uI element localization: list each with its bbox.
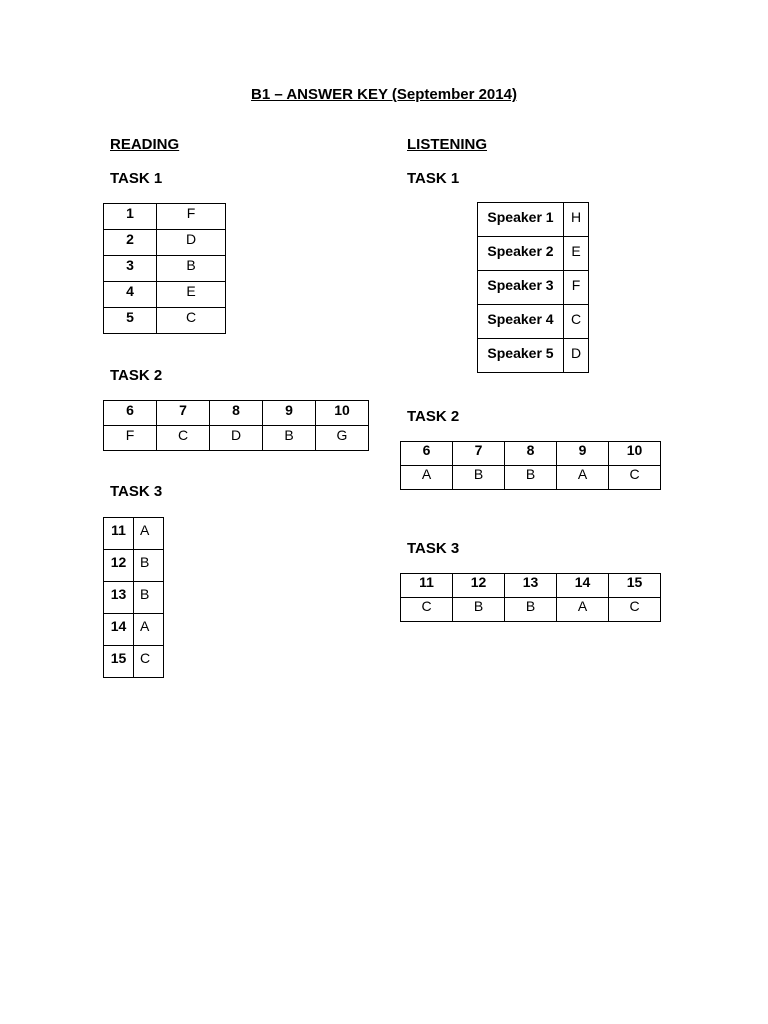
answer-cell: B bbox=[505, 466, 557, 490]
reading-heading: READING bbox=[110, 136, 180, 153]
listening-task1-label: TASK 1 bbox=[407, 170, 460, 187]
answer-cell: D bbox=[210, 426, 263, 451]
speaker-label: Speaker 5 bbox=[478, 339, 564, 373]
reading-task1-label: TASK 1 bbox=[110, 170, 163, 187]
answer-cell: C bbox=[134, 646, 164, 678]
reading-task3-table bbox=[103, 517, 164, 678]
table-row bbox=[478, 237, 589, 271]
answer-cell: D bbox=[564, 339, 589, 373]
answer-cell: C bbox=[564, 305, 589, 339]
reading-task2-table bbox=[103, 400, 369, 451]
answer-cell: E bbox=[157, 282, 226, 308]
table-row bbox=[478, 305, 589, 339]
question-number: 3 bbox=[104, 256, 157, 282]
table-row bbox=[104, 230, 226, 256]
answer-cell: A bbox=[134, 614, 164, 646]
question-number: 7 bbox=[453, 442, 505, 466]
answer-cell: B bbox=[453, 598, 505, 622]
question-number: 2 bbox=[104, 230, 157, 256]
speaker-label: Speaker 1 bbox=[478, 203, 564, 237]
answer-cell: D bbox=[157, 230, 226, 256]
answer-cell: H bbox=[564, 203, 589, 237]
table-row bbox=[104, 401, 369, 426]
answer-cell: A bbox=[401, 466, 453, 490]
question-number: 9 bbox=[557, 442, 609, 466]
question-number: 7 bbox=[157, 401, 210, 426]
answer-cell: A bbox=[557, 598, 609, 622]
question-number: 10 bbox=[609, 442, 661, 466]
answer-cell: C bbox=[609, 598, 661, 622]
table-row bbox=[104, 426, 369, 451]
question-number: 11 bbox=[104, 518, 134, 550]
listening-task1-table bbox=[477, 202, 589, 373]
table-row bbox=[104, 204, 226, 230]
question-number: 14 bbox=[104, 614, 134, 646]
listening-task2-table bbox=[400, 441, 661, 490]
question-number: 13 bbox=[104, 582, 134, 614]
answer-cell: B bbox=[157, 256, 226, 282]
table-row bbox=[104, 518, 164, 550]
question-number: 13 bbox=[505, 574, 557, 598]
question-number: 15 bbox=[104, 646, 134, 678]
question-number: 12 bbox=[453, 574, 505, 598]
table-row bbox=[104, 646, 164, 678]
answer-cell: F bbox=[104, 426, 157, 451]
question-number: 4 bbox=[104, 282, 157, 308]
answer-cell: C bbox=[609, 466, 661, 490]
question-number: 6 bbox=[104, 401, 157, 426]
question-number: 10 bbox=[316, 401, 369, 426]
answer-cell: C bbox=[157, 308, 226, 334]
answer-cell: A bbox=[134, 518, 164, 550]
table-row bbox=[104, 582, 164, 614]
listening-task2-label: TASK 2 bbox=[407, 408, 460, 425]
table-row bbox=[478, 339, 589, 373]
answer-cell: G bbox=[316, 426, 369, 451]
table-row bbox=[401, 598, 661, 622]
answer-cell: B bbox=[134, 582, 164, 614]
table-row bbox=[478, 203, 589, 237]
table-row bbox=[104, 308, 226, 334]
reading-task3-label: TASK 3 bbox=[110, 483, 163, 500]
listening-task3-label: TASK 3 bbox=[407, 540, 460, 557]
listening-task3-table bbox=[400, 573, 661, 622]
question-number: 8 bbox=[210, 401, 263, 426]
table-row bbox=[104, 550, 164, 582]
question-number: 5 bbox=[104, 308, 157, 334]
table-row bbox=[104, 282, 226, 308]
question-number: 6 bbox=[401, 442, 453, 466]
table-row bbox=[401, 466, 661, 490]
answer-cell: B bbox=[263, 426, 316, 451]
answer-cell: B bbox=[505, 598, 557, 622]
question-number: 1 bbox=[104, 204, 157, 230]
table-row bbox=[401, 574, 661, 598]
speaker-label: Speaker 2 bbox=[478, 237, 564, 271]
question-number: 11 bbox=[401, 574, 453, 598]
reading-task1-table bbox=[103, 203, 226, 334]
table-row bbox=[104, 614, 164, 646]
answer-cell: F bbox=[564, 271, 589, 305]
answer-cell: A bbox=[557, 466, 609, 490]
speaker-label: Speaker 4 bbox=[478, 305, 564, 339]
answer-cell: F bbox=[157, 204, 226, 230]
table-row bbox=[401, 442, 661, 466]
answer-cell: E bbox=[564, 237, 589, 271]
listening-heading: LISTENING bbox=[407, 136, 488, 153]
answer-cell: B bbox=[134, 550, 164, 582]
question-number: 12 bbox=[104, 550, 134, 582]
answer-cell: C bbox=[157, 426, 210, 451]
speaker-label: Speaker 3 bbox=[478, 271, 564, 305]
table-row bbox=[478, 271, 589, 305]
table-row bbox=[104, 256, 226, 282]
question-number: 9 bbox=[263, 401, 316, 426]
question-number: 15 bbox=[609, 574, 661, 598]
answer-cell: C bbox=[401, 598, 453, 622]
reading-task2-label: TASK 2 bbox=[110, 367, 163, 384]
question-number: 8 bbox=[505, 442, 557, 466]
answer-cell: B bbox=[453, 466, 505, 490]
page-title: B1 – ANSWER KEY (September 2014) bbox=[251, 86, 517, 103]
question-number: 14 bbox=[557, 574, 609, 598]
